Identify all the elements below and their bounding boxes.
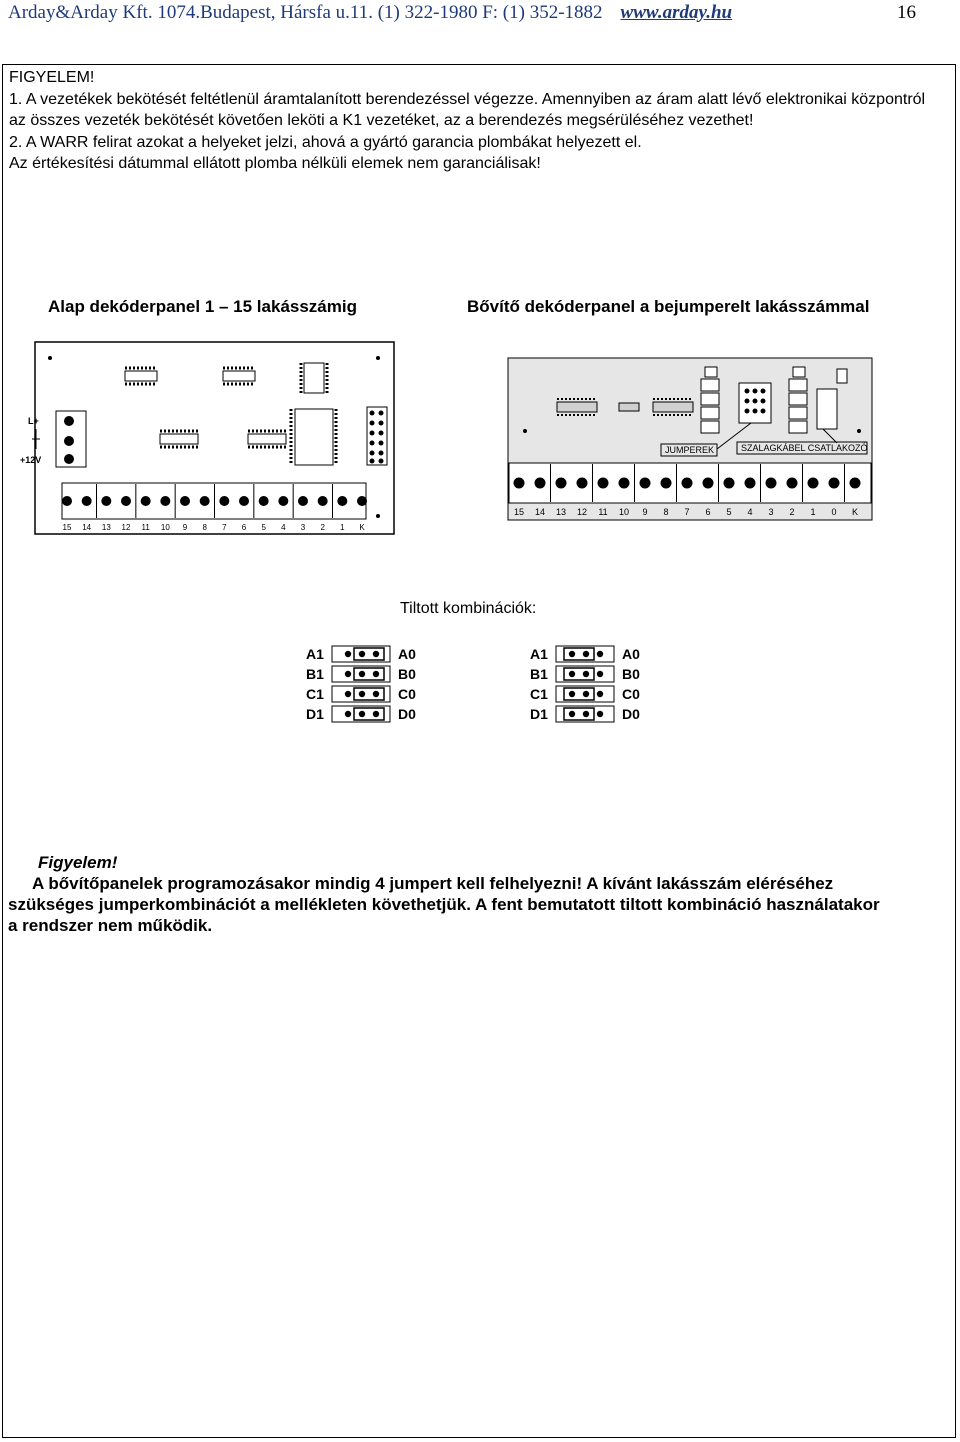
terminal-screw (141, 496, 151, 506)
jumper-pin (373, 651, 379, 657)
jumper-pin (597, 711, 603, 717)
terminal-screw (239, 496, 249, 506)
jumper-row-label-right: C0 (622, 686, 640, 702)
notice-line-2: szükséges jumperkombinációt a mellékleten követhetjük. A fent bemutatott tiltott kombináció használatakor (8, 895, 880, 914)
jumper-pin (359, 691, 365, 697)
jumper-pin (583, 691, 589, 697)
jumper-pin (597, 691, 603, 697)
jumper-row-label-left: B1 (530, 666, 548, 682)
terminal-screw (787, 478, 798, 489)
connector-label: SZALAGKÁBEL CSATLAKOZÓ (741, 443, 868, 453)
terminal-screw (514, 478, 525, 489)
jumper-row-label-right: A0 (398, 646, 416, 662)
terminal-label: 14 (82, 523, 92, 532)
terminal-screw (703, 478, 714, 489)
terminal-screw (259, 496, 269, 506)
terminal-label: 11 (598, 507, 608, 517)
forbidden-combo-2 (528, 642, 652, 724)
jumper-pin (583, 711, 589, 717)
jumper-row-label-left: A1 (306, 646, 324, 662)
terminal-label: 6 (705, 507, 711, 517)
terminal-label: 10 (618, 507, 630, 517)
page-number: 16 (897, 2, 916, 23)
jumper-pin (569, 651, 575, 657)
terminal-screw (682, 478, 693, 489)
terminal-label: 7 (684, 507, 690, 517)
terminal-label: K (359, 523, 365, 532)
jumper-pin (373, 671, 379, 677)
terminal-screw (724, 478, 735, 489)
jumper-label: JUMPEREK (665, 445, 715, 455)
terminal-label: 2 (789, 507, 795, 517)
terminal-label: 13 (555, 507, 567, 517)
jumper-pin (345, 651, 351, 657)
jumper-row-label-right: B0 (622, 666, 640, 682)
terminal-screw (745, 478, 756, 489)
terminal-label: 12 (576, 507, 588, 517)
power-label-top: L+ (28, 416, 39, 426)
jumper-row-label-left: D1 (530, 706, 548, 722)
terminal-screw (82, 496, 92, 506)
terminal-screw (219, 496, 229, 506)
terminal-label: 12 (121, 523, 131, 532)
terminal-screw (640, 478, 651, 489)
jumper-pin (345, 671, 351, 677)
terminal-label: K (851, 507, 859, 517)
terminal-label: 7 (222, 523, 227, 532)
jumper-pin (597, 651, 603, 657)
jumper-row-label-left: C1 (530, 686, 548, 702)
terminal-screw (121, 496, 131, 506)
jumper-pin (359, 711, 365, 717)
warning-line-3: Az értékesítési dátummal ellátott plomba nélküli elemek nem garanciálisak! (9, 155, 541, 172)
terminal-screw (556, 478, 567, 489)
jumper-pin (569, 711, 575, 717)
jumper-row-label-right: A0 (622, 646, 640, 662)
terminal-screw (337, 496, 347, 506)
jumper-pin (373, 711, 379, 717)
terminal-screw (180, 496, 190, 506)
terminal-label: 9 (182, 523, 188, 532)
terminal-label: 6 (241, 523, 247, 532)
basic-decoder-panel (20, 341, 396, 537)
jumper-cap (564, 668, 594, 680)
page-header (8, 2, 948, 30)
website-link[interactable]: www.arday.hu (620, 2, 733, 23)
terminal-screw (298, 496, 308, 506)
terminal-label: 1 (810, 507, 816, 517)
jumper-pin (359, 651, 365, 657)
notice-line-3: a rendszer nem működik. (8, 916, 213, 935)
terminal-label: 0 (831, 507, 837, 517)
terminal-screw (619, 478, 630, 489)
terminal-label: 2 (320, 523, 325, 532)
terminal-label: 8 (663, 507, 669, 517)
terminal-label: 3 (300, 523, 306, 532)
jumper-cap (564, 688, 594, 700)
power-label-bottom: +12V (20, 455, 42, 465)
terminal-screw (318, 496, 328, 506)
terminal-screw (808, 478, 819, 489)
jumper-cap (564, 648, 594, 660)
terminal-screw (661, 478, 672, 489)
terminal-label: 1 (340, 523, 345, 532)
expansion-decoder-panel (507, 357, 875, 523)
jumper-row-label-left: D1 (306, 706, 324, 722)
jumper-cap (354, 688, 384, 700)
jumper-pin (345, 711, 351, 717)
jumper-pin (373, 691, 379, 697)
warning-title: FIGYELEM! (9, 69, 95, 86)
terminal-screw (850, 478, 861, 489)
terminal-label: 10 (160, 523, 170, 532)
warning-line-1: 1. A vezetékek bekötését feltétlenül áramtalanított berendezéssel végezze. Amennyiben az áram alatt lévő elektronikai központról az összes vezeték bekötését követően leköti a K1 vezetéket, az a berendezés megsérüléséhez vezethet! (9, 90, 926, 129)
jumper-row-label-left: C1 (306, 686, 324, 702)
terminal-label: 11 (141, 523, 150, 532)
content-frame (2, 64, 956, 1438)
jumper-cap (354, 648, 384, 660)
company-address: Arday&Arday Kft. 1074.Budapest, Hársfa u.11. (1) 322-1980 F: (1) 352-1882 (8, 2, 603, 23)
jumper-row-label-right: D0 (622, 706, 640, 722)
warning-line-2: 2. A WARR felirat azokat a helyeket jelzi, ahová a gyártó garancia plombákat helyezett el. (9, 133, 642, 151)
jumper-row-label-right: C0 (398, 686, 416, 702)
notice-line-1: A bővítőpanelek programozásakor mindig 4 jumpert kell felhelyezni! A kívánt lakásszám eléréséhez (32, 874, 834, 893)
terminal-screw (829, 478, 840, 489)
terminal-label: 14 (534, 507, 546, 517)
terminal-screw (598, 478, 609, 489)
terminal-label: 13 (101, 523, 111, 532)
terminal-label: 4 (281, 523, 286, 532)
terminal-screw (62, 496, 72, 506)
forbidden-combo-1 (304, 642, 424, 724)
jumper-row-label-left: A1 (530, 646, 548, 662)
terminal-screw (766, 478, 777, 489)
notice-title: Figyelem! (38, 853, 118, 872)
terminal-label: 5 (261, 523, 266, 532)
terminal-label: 9 (642, 507, 648, 517)
terminal-screw (577, 478, 588, 489)
terminal-label: 5 (726, 507, 732, 517)
notice-block (8, 852, 948, 936)
jumper-pin (345, 691, 351, 697)
jumper-pin (359, 671, 365, 677)
terminal-screw (160, 496, 170, 506)
jumper-row-label-right: D0 (398, 706, 416, 722)
terminal-screw (101, 496, 111, 506)
terminal-label: 15 (62, 523, 72, 532)
jumper-cap (354, 708, 384, 720)
terminal-screw (278, 496, 288, 506)
jumper-row-label-left: B1 (306, 666, 324, 682)
jumper-cap (354, 668, 384, 680)
terminal-screw (535, 478, 546, 489)
terminal-screw (200, 496, 210, 506)
terminal-label: 8 (202, 523, 207, 532)
jumper-pin (569, 691, 575, 697)
terminal-label: 4 (747, 507, 753, 517)
warning-block (9, 67, 939, 175)
jumper-pin (583, 671, 589, 677)
jumper-pin (583, 651, 589, 657)
terminal-screw (357, 496, 367, 506)
terminal-label: 3 (768, 507, 774, 517)
jumper-pin (569, 671, 575, 677)
jumper-cap (564, 708, 594, 720)
forbidden-title: Tiltott kombinációk: (400, 600, 537, 617)
jumper-pin (597, 671, 603, 677)
terminal-label: 15 (513, 507, 525, 517)
left-panel-caption: Alap dekóderpanel 1 – 15 lakásszámig (48, 297, 357, 316)
right-panel-caption: Bővítő dekóderpanel a bejumperelt lakásszámmal (467, 297, 870, 316)
jumper-row-label-right: B0 (398, 666, 416, 682)
